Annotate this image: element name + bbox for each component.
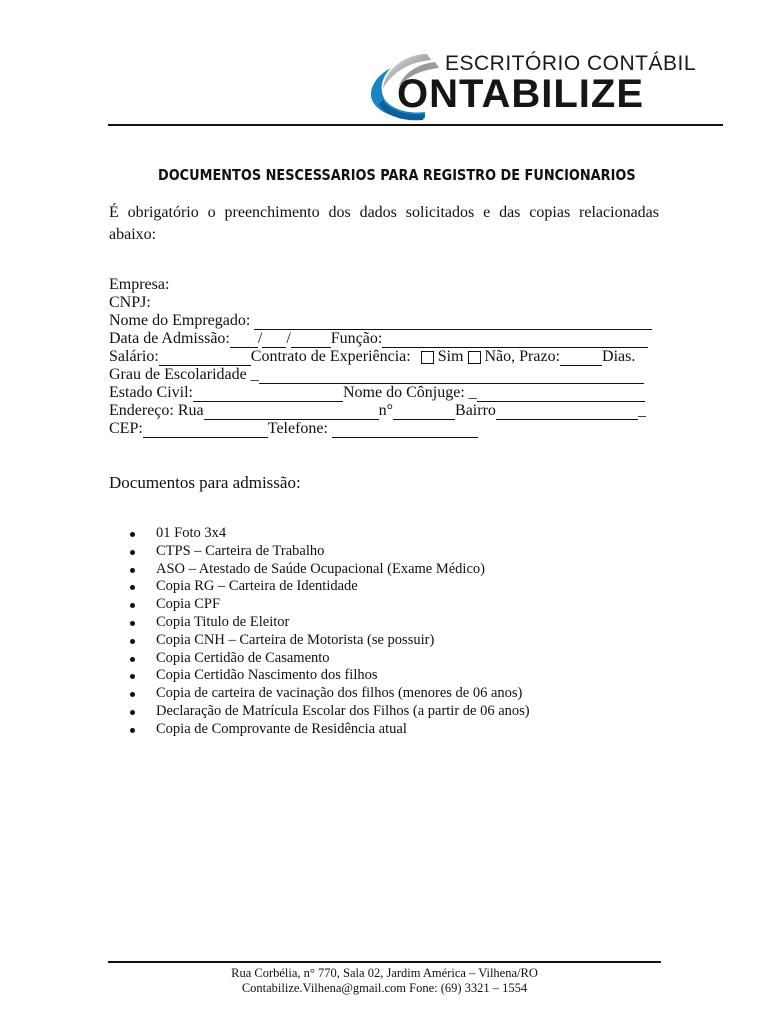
- document-item-text: Copia Titulo de Eleitor: [156, 613, 290, 630]
- bullet-icon: [130, 568, 135, 573]
- escolaridade-blank[interactable]: [259, 369, 644, 384]
- cnpj-label: CNPJ:: [109, 294, 151, 311]
- list-item: [126, 614, 530, 632]
- bullet-icon: [130, 728, 135, 733]
- documents-list: [126, 525, 530, 739]
- cep-blank[interactable]: [143, 423, 268, 438]
- list-item: [126, 721, 530, 739]
- footer: [108, 966, 661, 996]
- contrato-label: Contrato de Experiência:: [250, 348, 415, 365]
- form-row-admissao: [109, 330, 669, 348]
- form-row-cnpj: [109, 294, 669, 312]
- funcao-label: Função:: [330, 330, 383, 347]
- bullet-icon: [130, 603, 135, 608]
- bullet-icon: [130, 532, 135, 537]
- dias-label: Dias.: [602, 348, 636, 365]
- grau-label: Grau de Escolaridade _: [109, 366, 259, 383]
- rua-blank[interactable]: [204, 405, 379, 420]
- list-item: [126, 525, 530, 543]
- document-item-text: Copia de carteira de vacinação dos filhos (menores de 06 anos): [156, 685, 523, 702]
- form-row-salario: [109, 348, 669, 366]
- document-item-text: 01 Foto 3x4: [156, 525, 227, 541]
- footer-address: Rua Corbélia, n° 770, Sala 02, Jardim América – Vilhena/RO: [231, 966, 538, 980]
- bullet-icon: [130, 674, 135, 679]
- footer-contact: Contabilize.Vilhena@gmail.com Fone: (69) 3321 – 1554: [241, 981, 528, 995]
- form-row-cep: [109, 420, 669, 438]
- date-separator-1: /: [257, 330, 263, 347]
- document-item-text: ASO – Atestado de Saúde Ocupacional (Exame Médico): [156, 560, 485, 577]
- document-item-text: CTPS – Carteira de Trabalho: [156, 542, 325, 559]
- conjuge-blank[interactable]: [477, 387, 645, 402]
- registration-form: [109, 276, 669, 438]
- list-item: [126, 685, 530, 703]
- admissao-year-blank[interactable]: [291, 333, 331, 348]
- empresa-label: Empresa:: [109, 276, 170, 293]
- bullet-icon: [130, 621, 135, 626]
- header-divider: [108, 124, 723, 126]
- conjuge-label: Nome do Cônjuge: _: [343, 384, 477, 401]
- form-row-nome: [109, 312, 669, 330]
- form-row-endereco: [109, 402, 669, 420]
- estado-civil-blank[interactable]: [193, 387, 343, 402]
- document-item-text: Copia CPF: [156, 596, 221, 613]
- list-item: [126, 667, 530, 685]
- list-item: [126, 650, 530, 668]
- document-item-text: Copia RG – Carteira de Identidade: [156, 578, 358, 595]
- document-item-text: Declaração de Matrícula Escolar dos Filhos (a partir de 06 anos): [156, 702, 530, 719]
- nome-blank[interactable]: [254, 315, 652, 330]
- nao-prazo-label: Não, Prazo:: [484, 348, 561, 365]
- date-separator-2: /: [286, 330, 291, 347]
- bullet-icon: [130, 639, 135, 644]
- cep-label: CEP:: [109, 420, 143, 437]
- bullet-icon: [130, 692, 135, 697]
- bullet-icon: [130, 585, 135, 590]
- nome-label: Nome do Empregado:: [109, 312, 255, 329]
- bullet-icon: [130, 657, 135, 662]
- bullet-icon: [130, 550, 135, 555]
- document-item-text: Copia Certidão de Casamento: [156, 649, 330, 666]
- document-item-text: Copia CNH – Carteira de Motorista (se possuir): [156, 631, 435, 648]
- trailing-underscore: _: [637, 402, 646, 419]
- salario-label: Salário:: [109, 348, 159, 365]
- list-item: [126, 596, 530, 614]
- footer-divider: [108, 961, 661, 963]
- telefone-label: Telefone:: [267, 420, 332, 437]
- intro-paragraph: É obrigatório o preenchimento dos dados solicitados e das copias relacionadas abaixo:: [109, 204, 659, 243]
- document-title: DOCUMENTOS NESCESSARIOS PARA REGISTRO DE FUNCIONARIOS: [158, 166, 636, 184]
- logo-top-text: ESCRITÓRIO CONTÁBIL: [445, 52, 697, 75]
- list-item: [126, 703, 530, 721]
- bullet-icon: [130, 710, 135, 715]
- form-row-estado-civil: [109, 384, 669, 402]
- numero-blank[interactable]: [393, 405, 455, 420]
- telefone-blank[interactable]: [332, 423, 478, 438]
- document-item-text: Copia de Comprovante de Residência atual: [156, 720, 407, 737]
- endereco-label: Endereço: Rua: [109, 402, 204, 419]
- nao-checkbox[interactable]: [468, 351, 481, 364]
- data-admissao-label: Data de Admissão:: [109, 330, 230, 347]
- documents-heading: Documentos para admissão:: [109, 473, 301, 492]
- list-item: [126, 632, 530, 650]
- company-logo: [365, 40, 725, 125]
- admissao-month-blank[interactable]: [262, 333, 286, 348]
- salario-blank[interactable]: [159, 351, 251, 366]
- admissao-day-blank[interactable]: [230, 333, 258, 348]
- funcao-blank[interactable]: [382, 333, 648, 348]
- sim-checkbox[interactable]: [421, 351, 434, 364]
- sim-label: Sim: [437, 348, 468, 365]
- estado-civil-label: Estado Civil:: [109, 384, 193, 401]
- document-item-text: Copia Certidão Nascimento dos filhos: [156, 667, 378, 684]
- bairro-label: Bairro: [455, 402, 496, 419]
- logo-main-text: ONTABILIZE: [397, 72, 645, 116]
- list-item: [126, 578, 530, 596]
- list-item: [126, 561, 530, 579]
- list-item: [126, 543, 530, 561]
- form-row-escolaridade: [109, 366, 669, 384]
- form-row-empresa: [109, 276, 669, 294]
- prazo-blank[interactable]: [560, 351, 602, 366]
- numero-label: n°: [378, 402, 394, 419]
- bairro-blank[interactable]: [496, 405, 638, 420]
